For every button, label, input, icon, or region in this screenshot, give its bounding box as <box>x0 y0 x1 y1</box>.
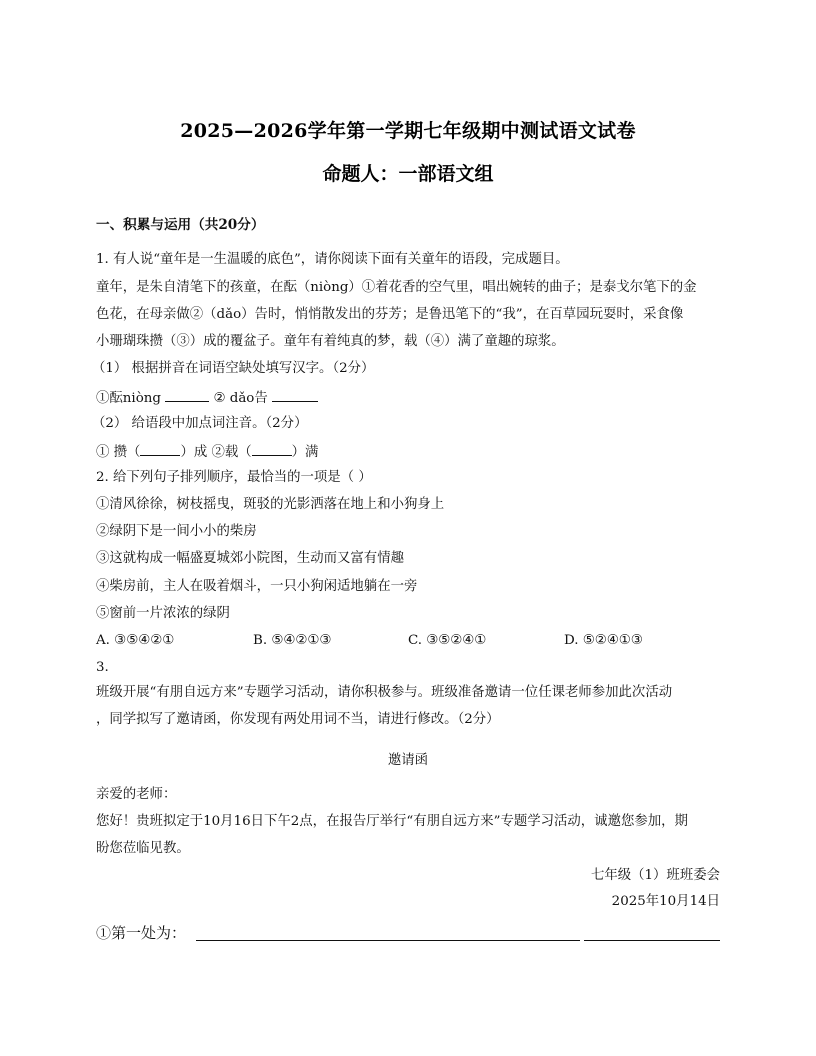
sentence-4: ④柴房前，主人在吸着烟斗，一只小狗闲适地躺在一旁 <box>96 579 418 594</box>
answer-blank-1[interactable] <box>165 388 209 402</box>
question-1-intro: 1. 有人说“童年是一生温暖的底色”，请你阅读下面有关童年的语段，完成题目。 <box>96 252 569 267</box>
pinyin-blank-2[interactable] <box>252 442 292 456</box>
pinyin-prompt-1: ① 攒（ <box>96 445 141 460</box>
question-1-sub-2: （2） 给语段中加点词注音。（2分） <box>92 416 308 431</box>
letter-title: 邀请函 <box>387 753 429 768</box>
pinyin-blank-1[interactable] <box>140 442 180 456</box>
sentence-1: ①清风徐徐，树枝摇曳，斑驳的光影洒落在地上和小狗身上 <box>96 497 445 512</box>
question-3-stem-1: 班级开展“有朋自远方来”专题学习活动，请你积极参与。班级准备邀请一位任课老师参加此次活动 <box>96 685 673 700</box>
passage-line-1: 童年，是朱自清笔下的孩童，在酝（niòng）①着花香的空气里，唱出婉转的曲子；是泰戈尔笔下的金 <box>96 280 697 295</box>
option-d[interactable]: D. ⑤②④①③ <box>564 633 643 648</box>
answer-blank-2[interactable] <box>272 388 318 402</box>
blank-label-1: ①酝niòng <box>96 391 161 406</box>
question-3-number: 3. <box>96 660 109 675</box>
answer-label-1: ①第一处为： <box>96 924 187 942</box>
answer-row-1 <box>96 922 724 942</box>
passage-line-2: 色花，在母亲做②（dǎo）告时，悄悄散发出的芬芳；是鲁迅笔下的“我”，在百草园玩耍时，采食像 <box>96 307 684 322</box>
question-2-options <box>96 632 724 650</box>
option-c[interactable]: C. ③⑤②④① <box>408 633 487 648</box>
section-heading: 一、积累与运用（共20分） <box>96 217 265 233</box>
letter-date: 2025年10月14日 <box>611 894 720 909</box>
blank-label-2: ② dǎo告 <box>213 391 268 406</box>
sentence-3: ③这就构成一幅盛夏城郊小院图，生动而又富有情趣 <box>96 551 404 566</box>
passage-line-3: 小珊瑚珠攒（③）成的覆盆子。童年有着纯真的梦，载（④）满了童趣的琼浆。 <box>96 334 565 349</box>
letter-body-1: 您好！贵班拟定于10月16日下午2点，在报告厅举行“有朋自远方来”专题学习活动，诚邀您参加，期 <box>96 814 688 829</box>
exam-subtitle: 命题人：一部语文组 <box>322 163 494 185</box>
pinyin-suffix-2: ）满 <box>291 445 319 460</box>
letter-body-2: 盼您莅临见教。 <box>96 841 190 856</box>
sentence-5: ⑤窗前一片浓浓的绿阴 <box>96 606 230 621</box>
letter-signature: 七年级（1）班班委会 <box>590 868 720 883</box>
question-1-sub-1-answers <box>96 388 724 408</box>
sentence-2: ②绿阴下是一间小小的柴房 <box>96 524 257 539</box>
question-1-sub-1: （1） 根据拼音在词语空缺处填写汉字。（2分） <box>92 361 375 376</box>
pinyin-suffix-1: ）成 <box>180 445 208 460</box>
question-3-stem-2: ，同学拟写了邀请函，你发现有两处用词不当，请进行修改。（2分） <box>96 712 500 727</box>
pinyin-prompt-2: ②载（ <box>211 445 252 460</box>
question-2-stem: 2. 给下列句子排列顺序，最恰当的一项是（ ） <box>96 470 372 485</box>
answer-line-2[interactable] <box>584 940 720 941</box>
option-b[interactable]: B. ⑤④②①③ <box>253 633 332 648</box>
option-a[interactable]: A. ③⑤④②① <box>96 633 175 648</box>
exam-title: 2025—2026学年第一学期七年级期中测试语文试卷 <box>180 120 636 142</box>
question-1-sub-2-answers <box>96 442 724 462</box>
letter-greeting: 亲爱的老师： <box>96 787 177 802</box>
answer-line-1[interactable] <box>196 940 580 941</box>
